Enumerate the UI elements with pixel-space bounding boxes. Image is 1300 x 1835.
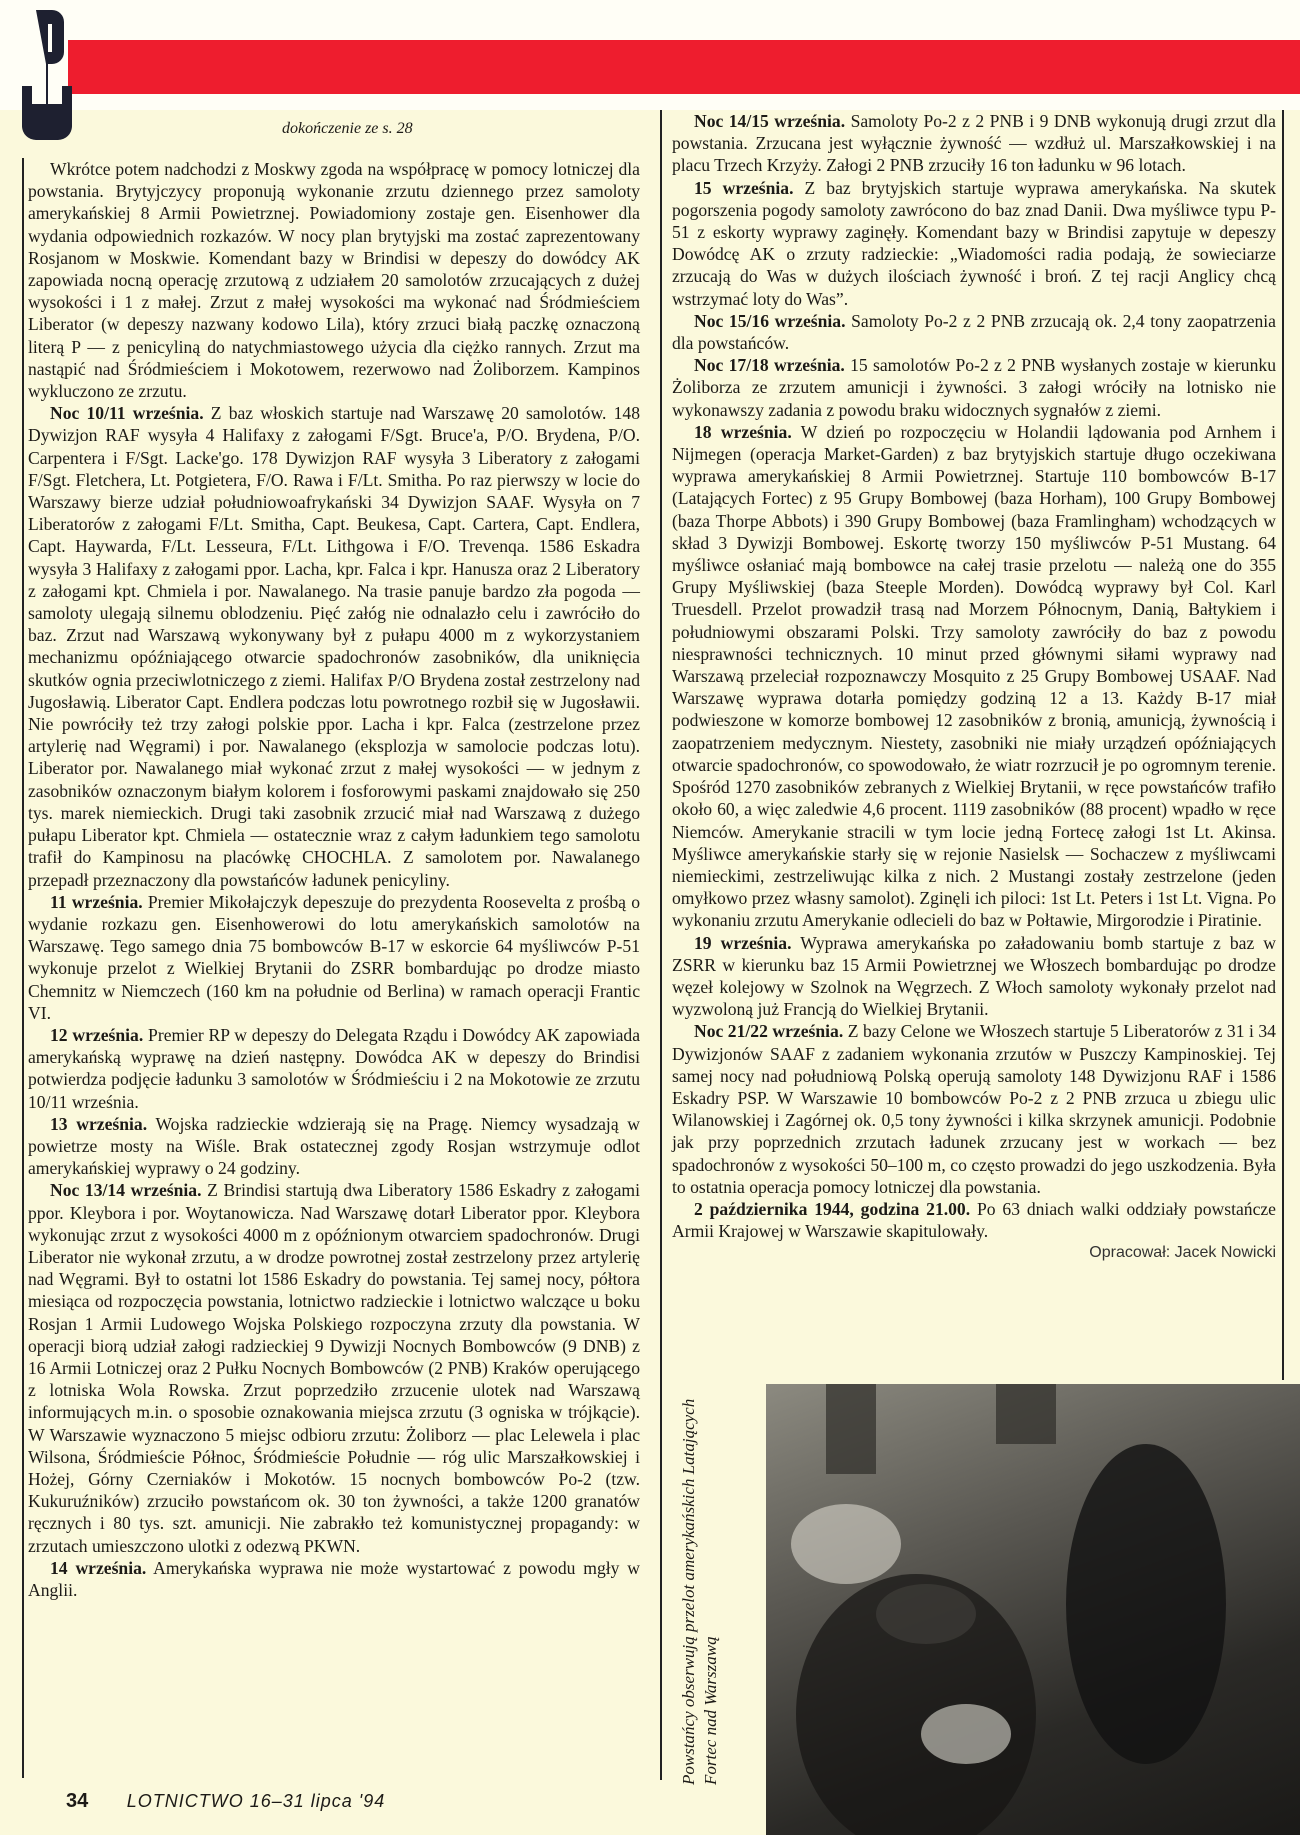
insurgents-photo [766, 1384, 1300, 1835]
magazine-issue: LOTNICTWO 16–31 lipca '94 [126, 1791, 386, 1811]
paragraph: 15 września. Z baz brytyjskich startuje wyprawa amerykańska. Na skutek pogorszenia pogody samoloty zawrócono do baz znad Danii. Dwa myśliwce typu P-51 z eskorty wyprawy zaginęły. Komendant bazy w Brindisi zapytuje w depeszy Dowódcę AK o zrzuty radzieckie: „Wiadomości radia podają, że sowieciarze zrzucają do Was w dużych ilościach żywność i broń. Z tej racji Anglicy chcą wstrzymać loty do Was”. [672, 177, 1276, 309]
page-number: 34 [66, 1790, 89, 1812]
red-banner [68, 40, 1300, 94]
author-signature: Opracował: Jacek Nowicki [1089, 1244, 1276, 1262]
paragraph: Wkrótce potem nadchodzi z Moskwy zgoda na współpracę w pomocy lotniczej dla powstania. Brytyjczycy proponują wykonanie zrzutu dziennego przez samoloty amerykańskiej 8 Armii Powietrznej. Powiadomiony zostaje gen. Eisenhower dla wydania odpowiednich rozkazów. W nocy plan brytyjski ma zostać zaprezentowany Rosjanom w Moskwie. Komendant bazy w Brindisi w depeszy do dowódcy AK zapowiada nocną operację zrzutową z udziałem 20 samolotów zrzucających z dużej wysokości i 1 z małej. Zrzut z małej wysokości ma wykonać nad Śródmieściem Liberator (w depeszy nazwany kodowo Lila), który zrzuci białą paczkę oznaczoną literą P — z penicyliną do natychmiastowego użycia dla ciężko rannych. Zrzut ma nastąpić nad Śródmieściem i Mokotowem, rezerwowo nad Żoliborzem. Kampinos wykluczono ze zrzutu. [28, 159, 640, 402]
paragraph: Noc 10/11 września. Z baz włoskich startuje nad Warszawę 20 samolotów. 148 Dywizjon RAF wysyła 4 Halifaxy z załogami F/Sgt. Bruce'a, P/O. Brydena, P/O. Carpentera i F/Sgt. Lacke'go. 178 Dywizjon RAF wysyła 3 Liberatory z załogami F/Sgt. Fletchera, Lt. Potgietera, F/O. Rawa i F/Lt. Smitha. Po raz pierwszy w locie do Warszawy bierze udział południowoafrykański 34 Dywizjon SAAF. Wysyła on 7 Liberatorów z załogami F/Lt. Smitha, Capt. Beukesa, Capt. Cartera, Capt. Endlera, Capt. Haywarda, F/Lt. Lesseura, F/Lt. Lithgowa i F/O. Trevenqa. 1586 Eskadra wysyła 3 Halifaxy z załogami ppor. Lacha, kpr. Falca i kpr. Hanusza oraz 2 Liberatory z załogami kpt. Chmiela i por. Nawalanego. Na trasie panuje bardzo zła pogoda — samoloty ulegają silnemu oblodzeniu. Pięć załóg nie odnalazło celu i zawróciło do baz. Zrzut nad Warszawą wykonywany był z pułapu 4000 m z wykorzystaniem mechanizmu opóźniającego otwarcie spadochronów zasobników, dla uniknięcia skutków ognia przeciwlotniczego z ziemi. Halifax P/O Brydena został zestrzelony nad Jugosławią. Liberator Capt. Endlera podczas lotu powrotnego rozbił się w Jugosławii. Nie powróciły też trzy załogi polskie ppor. Lacha i kpr. Falca (zestrzelone przez artylerię nad Węgrami) i por. Nawalanego (eksplozja w samolocie podczas lotu). Liberator por. Nawalanego miał wykonać zrzut z małej wysokości — w jednym z zasobników oznaczonym białym kolorem i fosforowymi paskami znajdowało się 250 tys. marek niemieckich. Drugi taki zasobnik zrzucić miał nad Warszawą z dużego pułapu Liberator kpt. Chmiela — ostatecznie wraz z całym ładunkiem tego samolotu trafił do Kampinosu na placówkę CHOCHLA. Z samolotem por. Nawalanego przepadł przeznaczony dla powstańców ładunek penicyliny. [28, 403, 640, 890]
column-rule-left [22, 158, 24, 1778]
photo-caption: Powstańcy obserwują przelot amerykańskich Latających Fortec nad Warszawą [679, 1398, 720, 1785]
paragraph: Noc 15/16 września. Samoloty Po-2 z 2 PNB zrzucają ok. 2,4 tony zaopatrzenia dla powstańców. [672, 310, 1276, 354]
paragraph: 11 września. Premier Mikołajczyk depeszuje do prezydenta Roosevelta z prośbą o wydanie rozkazu gen. Eisenhowerowi do lotu amerykańskich samolotów na Warszawę. Tego samego dnia 75 bombowców B-17 w eskorcie 64 myśliwców P-51 wykonuje przelot z Wielkiej Brytanii do ZSRR bombardując po drodze miasto Chemnitz w Niemczech (160 km na południe od Berlina) w ramach operacji Frantic VI. [28, 891, 640, 1023]
paragraph: Noc 21/22 września. Z bazy Celone we Włoszech startuje 5 Liberatorów z 31 i 34 Dywizjonów SAAF z zadaniem wykonania zrzutów w Puszczy Kampinoskiej. Tej samej nocy nad południową Polską operują samoloty 148 Dywizjonu RAF i 1586 Eskadry PSP. W Warszawie 10 bombowców Po-2 z 2 PNB zrzuca u zbiegu ulic Wilanowskiej i Zagórnej ok. 0,5 tony żywności i kilka skrzynek amunicji. Podobnie jak przy poprzednich zrzutach ładunek zrzucany jest w workach — bez spadochronów z wysokości 50–100 m, co często prowadzi do jego uszkodzenia. Była to ostatnia operacja pomocy lotniczej dla powstania. [672, 1021, 1276, 1197]
page-footer [66, 1790, 385, 1813]
kotwica-logo-icon [22, 6, 72, 152]
paragraph: 13 września. Wojska radzieckie wdzierają się na Pragę. Niemcy wysadzają w powietrze mosty na Wiśle. Brak ostatecznej zgody Rosjan wstrzymuje odlot amerykańskiej wyprawy o 24 godziny. [28, 1113, 640, 1179]
continuation-note: dokończenie ze s. 28 [282, 120, 413, 137]
paragraph: Noc 17/18 września. 15 samolotów Po-2 z 2 PNB wysłanych zostaje w kierunku Żoliborza ze zrzutem amunicji i żywności. 3 załogi wróciły na lotnisko nie wykonawszy zadania z powodu braku widocznych sygnałów z ziemi. [672, 355, 1276, 420]
paragraph: Noc 14/15 września. Samoloty Po-2 z 2 PNB i 9 DNB wykonują drugi zrzut dla powstania. Zrzucana jest wyłącznie żywność — wzdłuż ul. Marszałkowskiej i na placu Trzech Krzyży. Załogi 2 PNB zrzuciły 16 ton ładunku w 96 lotach. [672, 111, 1276, 176]
column-rule-right [1282, 110, 1284, 1380]
paragraph: 2 października 1944, godzina 21.00. Po 63 dniach walki oddziały powstańcze Armii Krajowej w Warszawie skapitulowały. [672, 1198, 1276, 1242]
paragraph: Noc 13/14 września. Z Brindisi startują dwa Liberatory 1586 Eskadry z załogami ppor. Kleybora i por. Woytanowicza. Nad Warszawę dotarł Liberator ppor. Kleybora wykonując zrzut z wysokości 4000 m z opóźnionym otwarciem spadochronów. Drugi Liberator nie wykonał zrzutu, a w drodze powrotnej został zestrzelony przez artylerię nad Węgrami. Był to ostatni lot 1586 Eskadry do powstania. Tej samej nocy, półtora miesiąca od rozpoczęcia powstania, lotnictwo radzieckie i lotnictwo walczące u boku Rosjan 1 Armii Ludowego Wojska Polskiego rozpoczyna zrzuty dla powstania. W operacji biorą udział załogi radzieckiej 9 Dywizji Nocnych Bombowców (9 DNB) z 16 Armii Lotniczej oraz 2 Pułku Nocnych Bombowców (2 PNB) Kraków operującego z lotniska Wola Rowska. Zrzut poprzedziło zrzucenie ulotek nad Warszawą informujących m.in. o sposobie oznakowania miejsca zrzutu (3 ogniska w trójkącie). W Warszawie wyznaczono 5 miejsc odbioru zrzutu: Żoliborz — plac Lelewela i plac Wilsona, Śródmieście Północ, Śródmieście Południe — róg ulic Marszałkowskiej i Hożej, Górny Czerniaków i Mokotów. 15 nocnych bombowców Po-2 (tzw. Kukuruźników) zrzuciło powstańcom ok. 30 ton żywności, a także 1200 granatów ręcznych i 80 tys. szt. amunicji. Nie zabrakło też komunistycznej propagandy: w zrzutach umieszczono ulotki z odezwą PKWN. [28, 1180, 640, 1556]
article-left-column [28, 158, 640, 1601]
paragraph: 12 września. Premier RP w depeszy do Delegata Rządu i Dowódcy AK zapowiada amerykańską wyprawę na dzień następny. Dowódca AK w depeszy do Brindisi potwierdza podjęcie ładunku 3 samolotów w Śródmieściu i 2 na Mokotowie ze zrzutu 10/11 września. [28, 1024, 640, 1112]
paragraph: 19 września. Wyprawa amerykańska po załadowaniu bomb startuje z baz w ZSRR w kierunku baz 15 Armii Powietrznej we Włoszech bombardując po drodze węzeł kolejowy w Szolnok na Węgrzech. Z Włoch samoloty wykonały przelot nad wyzwoloną już Francją do Wielkiej Brytanii. [672, 932, 1277, 1020]
paragraph: 14 września. Amerykańska wyprawa nie może wystartować z powodu mgły w Anglii. [28, 1557, 641, 1600]
paragraph: 18 września. W dzień po rozpoczęciu w Holandii lądowania pod Arnhem i Nijmegen (operacja Market-Garden) z baz brytyjskich startuje długo oczekiwana wyprawa amerykańskiej 8 Armii Powietrznej. Startuje 110 bombowców B-17 (Latających Fortec) z 95 Grupy Bombowej (baza Horham), 100 Grupy Bombowej (baza Thorpe Abbots) i 390 Grupy Bombowej (baza Framlingham) wchodzących w skład 3 Dywizji Bombowej. Eskortę tworzy 150 myśliwców P-51 Mustang. 64 myśliwce osłaniać mają bombowce na całej trasie przelotu — należą one do 355 Grupy Myśliwskiej (baza Steeple Morden). Dowódcą wyprawy był Col. Karl Truesdell. Przelot prowadził trasą nad Morzem Północnym, Danią, Bałtykiem i południowymi obszarami Polski. Trzy samoloty zawróciły do baz z powodu niesprawności technicznych. 10 minut przed głównymi siłami wyprawy nad Warszawą przeleciał rozpoznawczy Mosquito z 25 Grupy Bombowej USAAF. Nad Warszawę wyprawa dotarła pomiędzy godziną 12 a 13. Każdy B-17 miał podwieszone w komorze bombowej 12 zasobników z bronią, amunicją, żywnością i zaopatrzeniem medycznym. Niestety, zasobniki nie miały urządzeń opóźniających otwarcie spadochronów, co spowodowało, że wiatr rozrzucił je po ogromnym terenie. Spośród 1270 zasobników zebranych z Wielkiej Brytanii, w ręce powstańców trafiło około 60, a więc zaledwie 4,6 procent. 1119 zasobników (88 procent) wpadło w ręce Niemców. Amerykanie stracili w tym locie jedną Fortecę załogi 1st Lt. Akinsa. Myśliwce amerykańskie starły się w rejonie Nasielsk — Sochaczew z myśliwcami niemieckimi, zestrzeliwując kilka z nich. 2 Mustangi zostały zestrzelone (jeden omyłkowo przez własny samolot). Zginęli ich piloci: 1st Lt. Peters i 1st Lt. Vigna. Po wykonaniu zrzutu Amerykanie odlecieli do baz w Połtawie, Mirgorodzie i Piratinie. [672, 421, 1276, 931]
column-rule-middle [660, 110, 662, 1780]
article-right-column [672, 110, 1276, 1265]
